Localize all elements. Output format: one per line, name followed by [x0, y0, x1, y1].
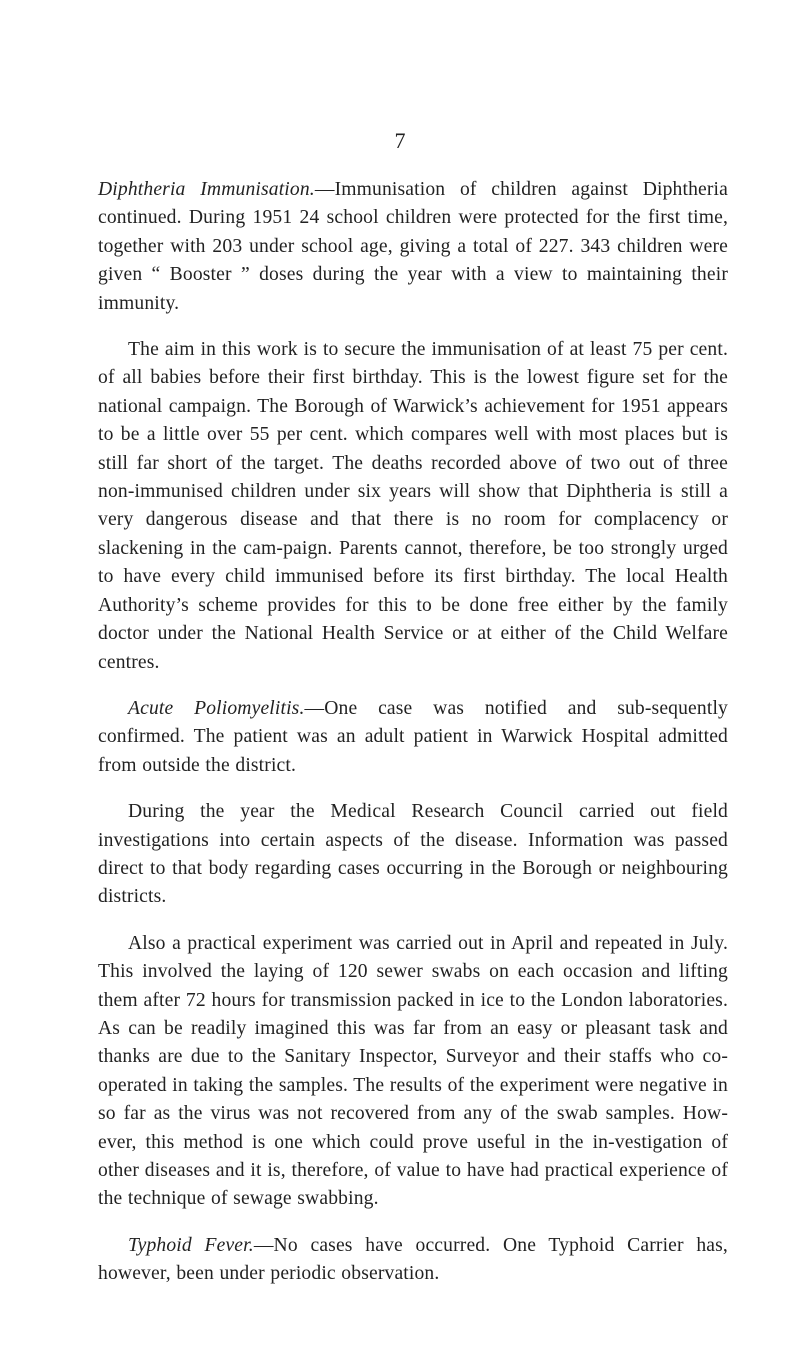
paragraph-text: —No cases have occurred. One Typhoid Carrier has, however, been under periodic observation.	[98, 1234, 728, 1285]
paragraph-text: The aim in this work is to secure the immunisation of at least 75 per cent. of all babies before their first birthday. This is the lowest figure set for the national campaign. The Borough of Warwick’s achievement for 1951 appears to be a little over 55 per cent. which compares well with most places but is still far short of the target. The deaths recorded above of two out of three non-immunised children under six years will show that Diphtheria is still a very dangerous disease and that there is no room for complacency or slackening in the cam-paign. Parents cannot, therefore, be too strongly urged to have every child immunised before its first birthday. The local Health Authority’s scheme provides for this to be done free either by the family doctor under the National Health Service or at either of the Child Welfare centres.	[98, 339, 728, 673]
paragraph-immunisation-aim	[98, 336, 728, 677]
section-heading-typhoid-fever: Typhoid Fever.	[128, 1234, 254, 1256]
paragraph-text: During the year the Medical Research Council carried out field investigations into certain aspects of the disease. Information was passed direct to that body regarding cases occurring in the Borough or neighbouring districts.	[98, 801, 728, 908]
section-heading-diphtheria-immunisation: Diphtheria Immunisation.	[98, 179, 315, 200]
paragraph-medical-research-council	[98, 798, 728, 912]
paragraph-acute-poliomyelitis	[98, 695, 728, 780]
paragraph-text: —Immunisation of children against Diphtheria continued. During 1951 24 school children were protected for the first time, together with 203 under school age, giving a total of 227. 343 children were given “ Booster ” doses during the year with a view to maintaining their immunity.	[98, 179, 728, 314]
paragraph-text: Also a practical experiment was carried out in April and repeated in July. This involved the laying of 120 sewer swabs on each occasion and lifting them after 72 hours for transmission packed in ice to the London laboratories. As can be readily imagined this was far from an easy or pleasant task and thanks are due to the Sanitary Inspector, Surveyor and their staffs who co-operated in taking the samples. The results of the experiment were negative in so far as the virus was not recovered from any of the swab samples. How-ever, this method is one which could prove useful in the in-vestigation of other diseases and it is, therefore, of value to have had practical experience of the technique of sewage swabbing.	[98, 932, 728, 1210]
paragraph-text: —One case was notified and sub-sequently confirmed. The patient was an adult patient in Warwick Hospital admitted from outside the district.	[98, 697, 728, 776]
paragraph-diphtheria-immunisation	[98, 176, 728, 318]
section-heading-acute-poliomyelitis: Acute Poliomyelitis.	[128, 697, 305, 719]
paragraph-typhoid-fever	[98, 1232, 728, 1289]
page-number: 7	[394, 128, 406, 153]
paragraph-practical-experiment	[98, 930, 728, 1214]
body-text	[98, 176, 728, 1307]
